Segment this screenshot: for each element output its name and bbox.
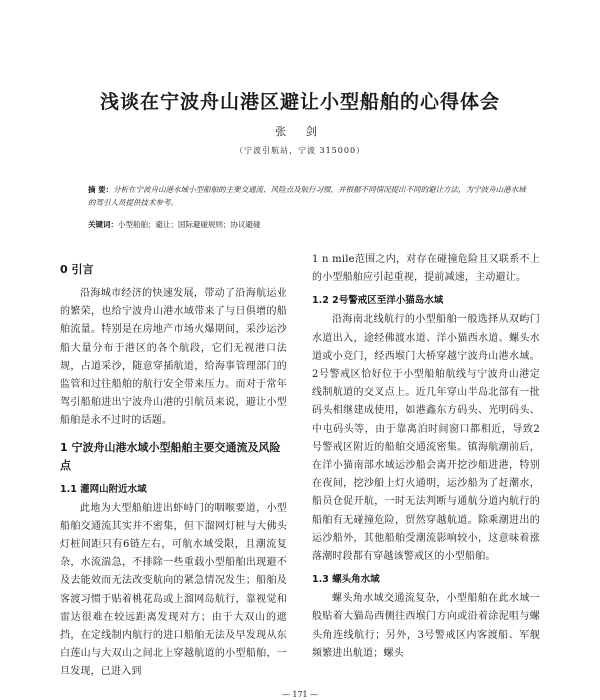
section-1-1-heading: 1.1 灌网山附近水域 — [60, 483, 147, 495]
abstract — [88, 183, 528, 209]
section-1-1-paragraph: 此地为大型船舶进出虾峙门的咽喉要道，小型船舶交通流其实并不密集，但下溜网灯桩与大佛头灯桩间距只有6链左右，可航水域受限，且潮流复杂，水流湍急，不排除一些重载小型船舶出现避不及去能效而无法改变航向的紧急情况发生；船舶及客渡习惯于贴着桃花岛或上溜网岛航行，靠视觉和雷达很难在较远距离发现对方；由于大双山的遮挡，在定线制内航行的进口船舶无法及早发现从东白莲山与大双山之间北上穿越航道的小型船舶，一旦发现，已进入到 — [60, 502, 287, 678]
right-column — [312, 251, 540, 698]
section-1-3-paragraph: 螺头角水域交通流复杂，小型船舶在此水域一般贴着大猫岛西侧往西堠门方向或沿着涂泥咀与螺头角连线航行；另外，3号警戒区内客渡船、军舰频繁进出航道；螺头 — [312, 593, 540, 659]
section-1-heading: 1 宁波舟山港水域小型船舶主要交通流及风险点 — [60, 440, 281, 472]
author: 张 剑 — [275, 125, 325, 138]
affiliation: （宁波引航站，宁波 315000） — [234, 146, 366, 155]
page-number: — 171 — — [281, 690, 319, 699]
paper-title: 浅谈在宁波舟山港区避让小型船舶的心得体会 — [99, 91, 500, 113]
keywords — [88, 218, 528, 231]
abstract-text: 分析在宁波舟山港水域小型船舶的主要交通流、风险点及航行习惯，并根据不同情况提出不同的避让方法，为宁波舟山港水域的驾引人员提供技术参考。 — [88, 185, 526, 207]
section-0-paragraph: 沿海城市经济的快速发展，带动了沿海航运业的繁荣，也给宁波舟山港水域带来了与日俱增的船舶流量。特别是在房地产市场火爆期间，采沙运沙船大量分布于港区的各个航段，它们无视港口法规，占道采沙，随意穿插航道，给海事管理部门的监管和过往船舶的航行安全带来压力。而对于常年驾引船舶进出宁波舟山港的引航员来说，避让小型船舶是永不过时的话题。 — [60, 288, 287, 427]
keywords-label: 关键词： — [88, 220, 118, 229]
section-1-2-heading: 1.2 2号警戒区至洋小猫岛水域 — [312, 295, 444, 307]
abstract-label: 摘 要： — [88, 185, 114, 194]
keywords-text: 小型船舶；避让；国际避碰规则；协议避碰 — [118, 220, 261, 229]
section-1-3-heading: 1.3 螺头角水域 — [312, 574, 380, 586]
left-column — [60, 253, 287, 700]
section-0-heading: 0 引言 — [60, 263, 94, 276]
continued-paragraph: 1 n mile范围之内，对存在碰撞危险且又联系不上的小型船舶应引起重视，提前减速，主动避让。 — [312, 254, 540, 284]
section-1-2-paragraph: 沿海南北线航行的小型船舶一般选择从双屿门水道出入，途经佛渡水道、洋小猫西水道、螺头水道或小竞门，经西堠门大桥穿越宁波舟山港水域。2号警戒区恰好位于小型船舶航线与宁波舟山港定线制航道的交叉点上。近几年穿山半岛北部有一批码头相继建成使用，如港鑫东方码头、光明码头、中屯码头等，由于靠离泊时间窗口都相近，导致2号警戒区附近的船舶交通流密集。镇海航潮前后，在洋小猫南部水域运沙船会离开挖沙船进港，特别在夜间，挖沙船上灯火通明，运沙船为了赶潮水，船员仓促开航，一时无法判断与通航分道内航行的船舶有无碰撞危险，贸然穿越航道。除乘潮进出的运沙船外，其他船舶受潮流影响较小，这意味着涨落潮时段都有穿越该警戒区的小型船舶。 — [312, 314, 540, 563]
